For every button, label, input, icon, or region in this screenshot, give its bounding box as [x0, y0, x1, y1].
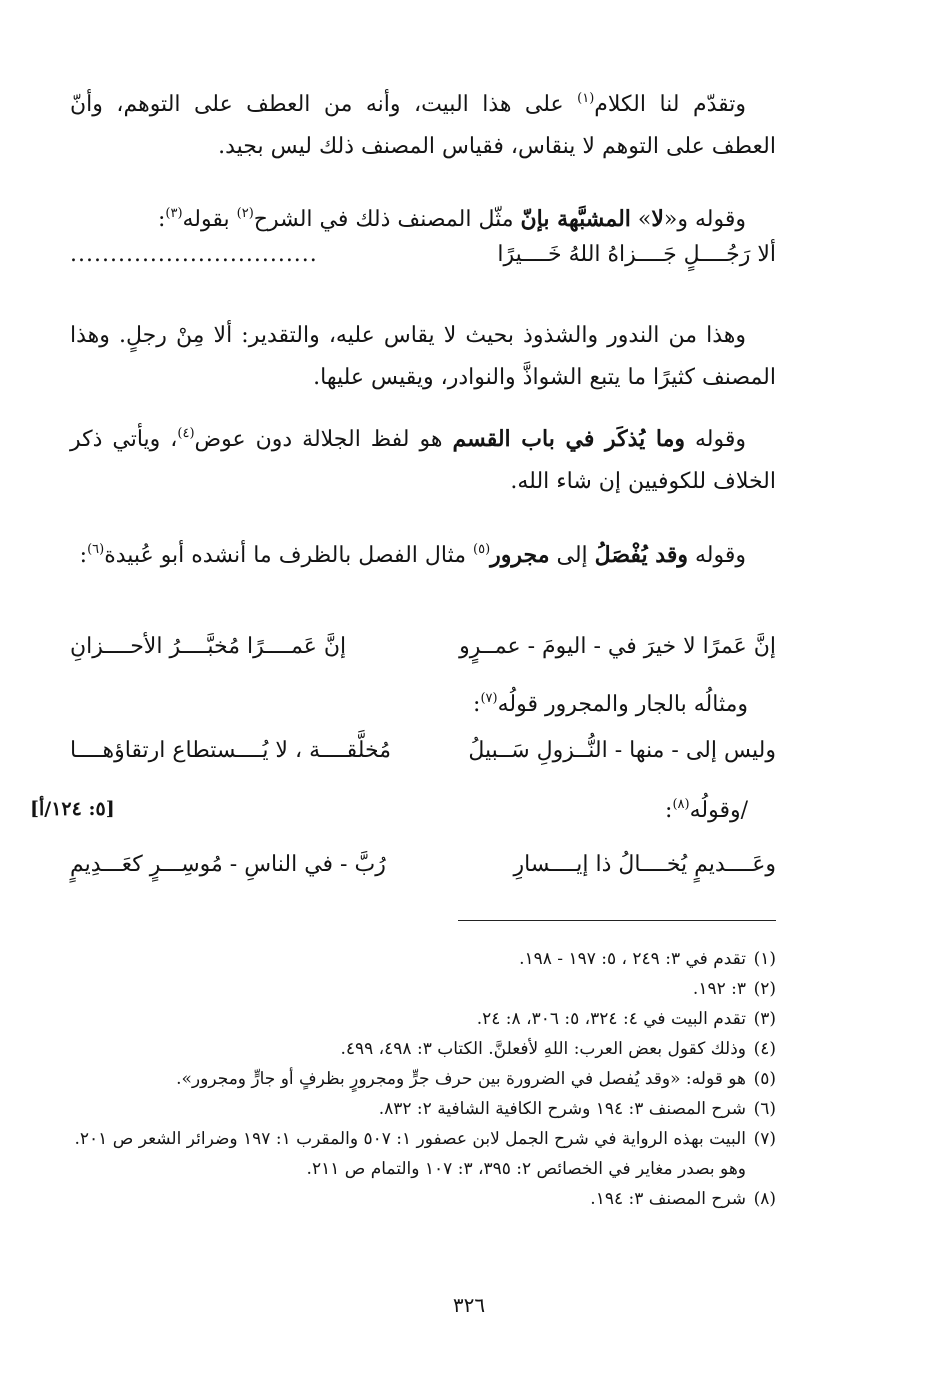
- text-run: :: [79, 543, 88, 568]
- paragraph-2: [70, 198, 776, 241]
- text-run: ومثالُه بالجار والمجرور قولُه: [497, 692, 748, 717]
- footnote-number: (١): [753, 949, 776, 969]
- footnote-ref-6[interactable]: (٦): [87, 542, 105, 557]
- footnote-number: (٧): [753, 1129, 776, 1149]
- bold-term: لا: [651, 206, 664, 232]
- footnote-text: شرح المصنف ٣: ١٩٤.: [590, 1189, 746, 1209]
- paragraph-5: [70, 534, 776, 577]
- footnote-number: (٥): [753, 1069, 776, 1089]
- verse-hemistich-first: ألا رَجُــــلٍ جَــــزاهُ اللهُ خَــــيرًا: [497, 242, 776, 267]
- footnote: [70, 1094, 776, 1124]
- footnote-number: (٨): [753, 1189, 776, 1209]
- verse-1: [70, 242, 776, 284]
- verse-hemistich-second: رُبَّ - في الناسِ - مُوسِـــرٍ كعَـــدِيمٍ: [70, 852, 386, 877]
- footnote-ref-3[interactable]: (٣): [165, 206, 183, 221]
- footnote-ref-1[interactable]: (١): [577, 91, 595, 106]
- text-run: :: [473, 692, 481, 717]
- manuscript-folio-ref: [٥: ١٢٤/أ]: [30, 798, 115, 820]
- text-run: وقوله: [688, 543, 746, 568]
- text-run: بقوله: [182, 207, 237, 232]
- text-run: :: [665, 798, 673, 823]
- text-run: مثّل المصنف ذلك في الشرح: [253, 207, 521, 232]
- verse-2: [70, 634, 776, 676]
- footnote-text: تقدم البيت في ٤: ٣٢٤، ٥: ٣٠٦، ٨: ٢٤.: [476, 1009, 746, 1029]
- footnote-text: وذلك كقول بعض العرب: اللهِ لأفعلنَّ. الكتاب ٣: ٤٩٨، ٤٩٩.: [340, 1039, 746, 1059]
- footnote-text: ٣: ١٩٢.: [692, 979, 746, 999]
- footnote: [70, 1124, 776, 1184]
- verse-intro-3: [665, 798, 748, 823]
- paragraph-4: [70, 418, 776, 503]
- bold-term: وقد يُفْصَلُ: [594, 542, 688, 568]
- verse-hemistich-second: إنَّ عَمــــرًا مُخبَّــــرُ الأحــــزانِ: [70, 634, 347, 659]
- text-run: على هذا البيت، وأنه من العطف على التوهم، وأنّ العطف على التوهم لا ينقاس، فقياس المصنف ذلك ليس بجيد.: [70, 92, 776, 159]
- verse-intro-2: [473, 692, 748, 717]
- verse-hemistich-second: ...............................: [70, 242, 318, 267]
- footnote-text: شرح المصنف ٣: ١٩٤ وشرح الكافية الشافية ٢: ٨٣٢.: [378, 1099, 746, 1119]
- footnote-number: (٦): [753, 1099, 776, 1119]
- page-number: ٣٢٦: [452, 1293, 486, 1317]
- verse-hemistich-second: مُخلَّقــــة ، لا يُــــستطاع ارتقاؤهــــا: [70, 738, 392, 763]
- footnote: [70, 1034, 776, 1064]
- footnote: [70, 1064, 776, 1094]
- footnotes: [70, 944, 776, 1214]
- footnote-ref-8[interactable]: (٨): [672, 797, 690, 812]
- verse-hemistich-first: إنَّ عَمرًا لا خيرَ في - اليومَ - عمــرٍو: [459, 634, 776, 659]
- text-run: هو لفظ الجلالة دون عوض: [194, 427, 453, 452]
- footnote: [70, 1184, 776, 1214]
- footnote-ref-5[interactable]: (٥): [473, 542, 491, 557]
- bold-term: وما يُذكَر في باب القسم: [452, 426, 686, 452]
- footnote-ref-2[interactable]: (٢): [236, 206, 254, 221]
- footnote-separator: [458, 920, 776, 921]
- text-run: وقوله: [685, 427, 747, 452]
- footnote-text: هو قوله: «وقد يُفصل في الضرورة بين حرف جرٍّ ومجرورٍ بظرفٍ أو جارٍّ ومجرور».: [176, 1069, 746, 1089]
- footnote-text: البيت بهذه الرواية في شرح الجمل لابن عصفور ١: ٥٠٧ والمقرب ١: ١٩٧ وضرائر الشعر ص ٢٠١. وهو بصدر مغاير في الخصائص ٢: ٣٩٥، ٣: ١٠٧ والتمام ص ٢١١.: [74, 1129, 746, 1179]
- bold-term: مجرور: [490, 542, 550, 568]
- text-run: »: [630, 207, 652, 232]
- text-run: وقوله و«: [663, 207, 746, 232]
- footnote-ref-4[interactable]: (٤): [177, 426, 195, 441]
- footnote-ref-7[interactable]: (٧): [480, 691, 498, 706]
- verse-3: [70, 738, 776, 780]
- text-run: :: [157, 207, 166, 232]
- verse-hemistich-first: وعَــــديمٍ يُخــــالُ ذا إيــــسارِ: [513, 852, 776, 877]
- text-run: ، ويأتي ذكر الخلاف للكوفيين إن شاء الله.: [70, 427, 776, 494]
- footnote-number: (٣): [753, 1009, 776, 1029]
- footnote: [70, 1004, 776, 1034]
- footnote: [70, 944, 776, 974]
- paragraph-3: وهذا من الندور والشذوذ بحيث لا يقاس عليه، والتقدير: ألا مِنْ رجلٍ. وهذا المصنف كثيرًا ما يتبع الشواذَّ والنوادر، ويقيس عليها.: [70, 323, 776, 390]
- footnote-text: تقدم في ٣: ٢٤٩ ، ٥: ١٩٧ - ١٩٨.: [519, 949, 746, 969]
- text-run: /وقولُه: [689, 798, 748, 823]
- verse-4: [70, 852, 776, 894]
- footnote: [70, 974, 776, 1004]
- text-run: إلى: [549, 543, 595, 568]
- bold-term: المشبَّهة بإنّ: [520, 206, 631, 232]
- text-run: وتقدّم لنا الكلام: [594, 92, 746, 117]
- footnote-number: (٢): [753, 979, 776, 999]
- verse-hemistich-first: وليس إلى - منها - النُّــزولِ سَــبيلُ: [468, 738, 776, 763]
- footnote-number: (٤): [753, 1039, 776, 1059]
- paragraph-1: [70, 84, 776, 168]
- text-run: مثال الفصل بالظرف ما أنشده أبو عُبيدة: [104, 543, 473, 568]
